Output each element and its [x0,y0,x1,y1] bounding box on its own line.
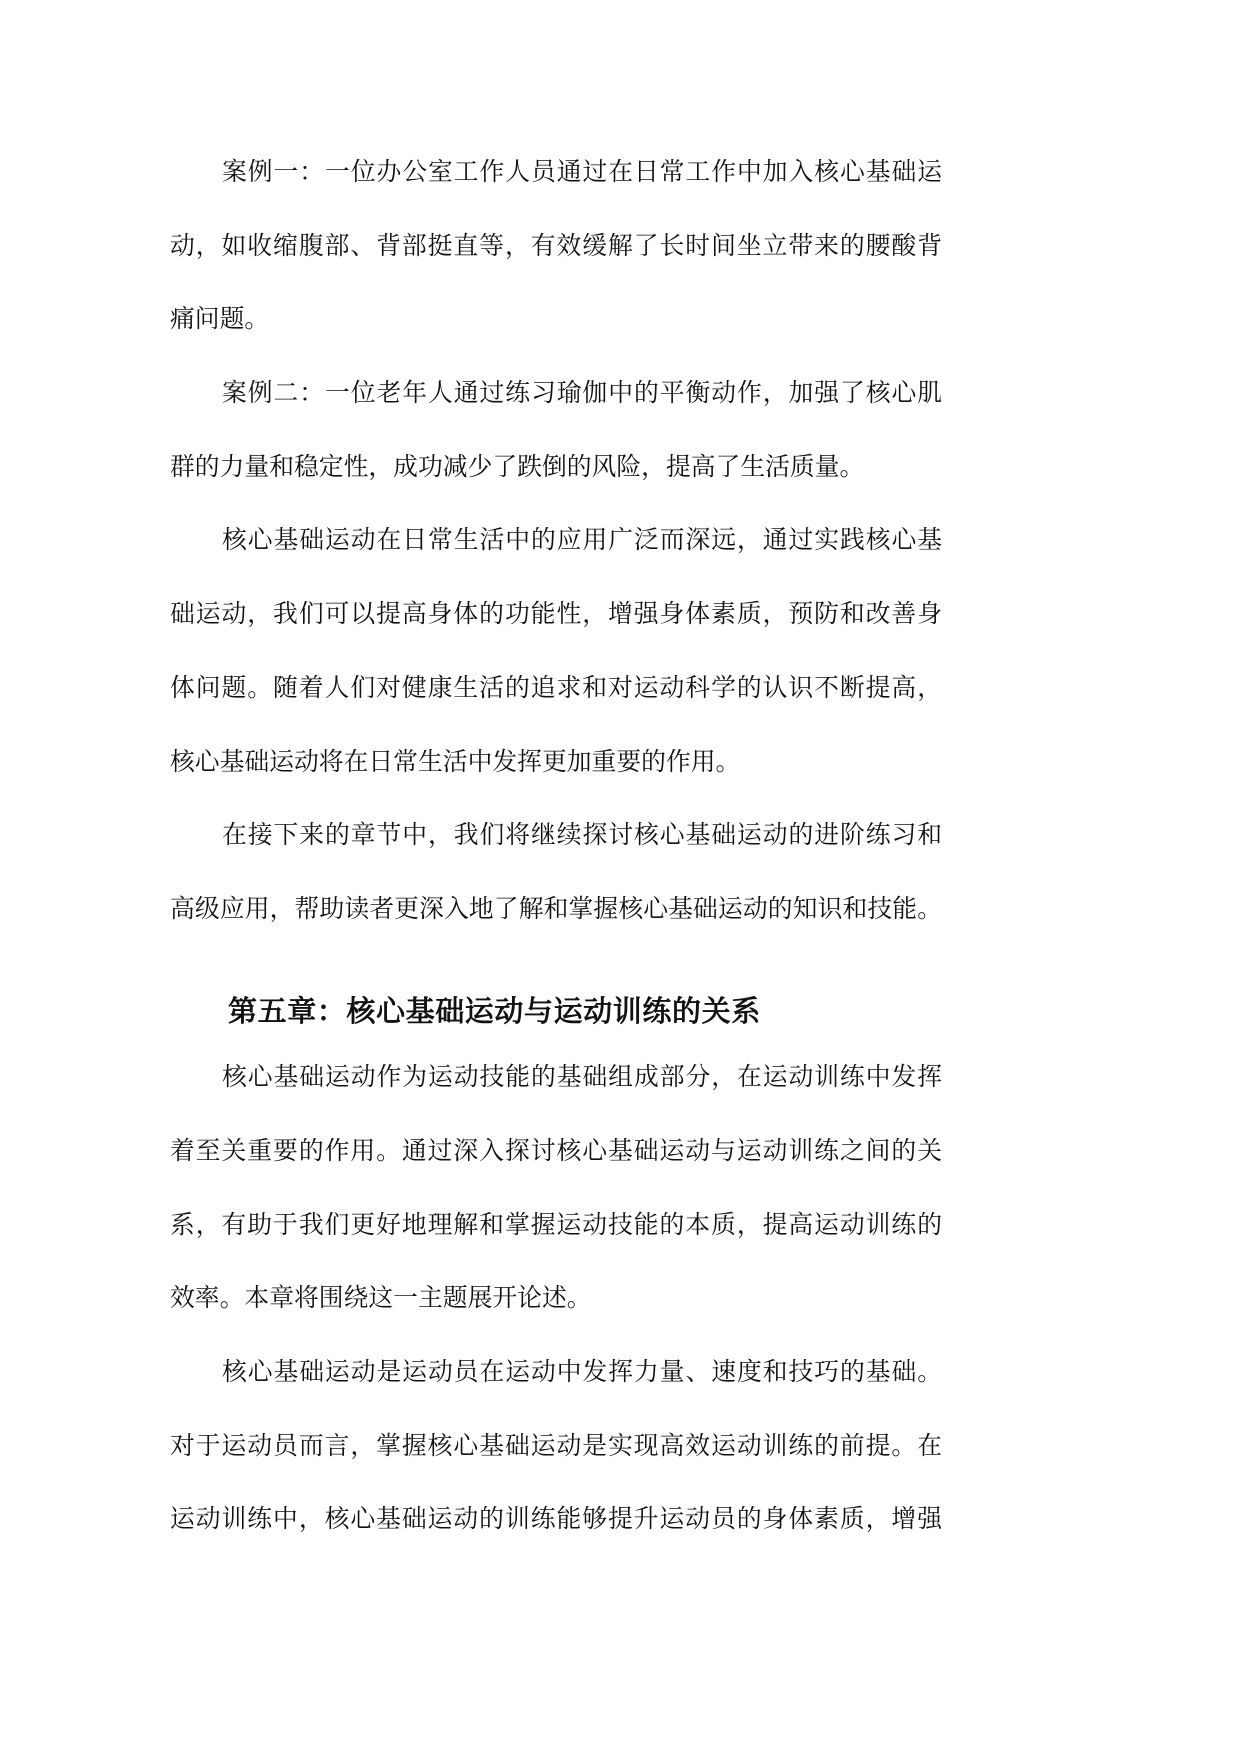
text-line: 案例一：一位办公室工作人员通过在日常工作中加入核心基础运 [222,157,942,186]
paragraph-summary [170,503,942,798]
paragraph-core-foundation [170,1335,942,1556]
text-line: 核心基础运动是运动员在运动中发挥力量、速度和技巧的基础。 [222,1356,942,1386]
text-line: 痛问题。 [170,304,270,334]
text-line: 体问题。随着人们对健康生活的追求和对运动科学的认识不断提高， [170,672,942,702]
section-chapter-five [170,1040,942,1556]
text-line: 对于运动员而言，掌握核心基础运动是实现高效运动训练的前提。在 [170,1430,942,1460]
section-case-studies [170,135,942,946]
chapter-heading: 第五章：核心基础运动与运动训练的关系 [228,994,761,1028]
text-line: 高级应用，帮助读者更深入地了解和掌握核心基础运动的知识和技能。 [170,893,942,923]
text-line: 效率。本章将围绕这一主题展开论述。 [170,1283,592,1313]
paragraph-chapter-intro [170,1040,942,1335]
text-line: 群的力量和稳定性，成功减少了跌倒的风险，提高了生活质量。 [170,451,865,481]
text-line: 核心基础运动将在日常生活中发挥更加重要的作用。 [170,746,741,776]
text-line: 运动训练中，核心基础运动的训练能够提升运动员的身体素质，增强 [170,1504,942,1534]
text-line: 案例二：一位老年人通过练习瑜伽中的平衡动作，加强了核心肌 [222,378,942,408]
text-line: 础运动，我们可以提高身体的功能性，增强身体素质，预防和改善身 [170,599,942,629]
text-line: 核心基础运动作为运动技能的基础组成部分，在运动训练中发挥 [222,1062,942,1092]
text-line: 动，如收缩腹部、背部挺直等，有效缓解了长时间坐立带来的腰酸背 [170,230,942,260]
text-line: 核心基础运动在日常生活中的应用广泛而深远，通过实践核心基 [222,525,942,555]
paragraph-case-two [170,356,942,503]
text-line: 系，有助于我们更好地理解和掌握运动技能的本质，提高运动训练的 [170,1209,942,1239]
paragraph-next-chapter [170,798,942,945]
text-line: 着至关重要的作用。通过深入探讨核心基础运动与运动训练之间的关 [170,1135,942,1165]
paragraph-case-one [170,135,942,356]
text-line: 在接下来的章节中，我们将继续探讨核心基础运动的进阶练习和 [222,820,942,850]
